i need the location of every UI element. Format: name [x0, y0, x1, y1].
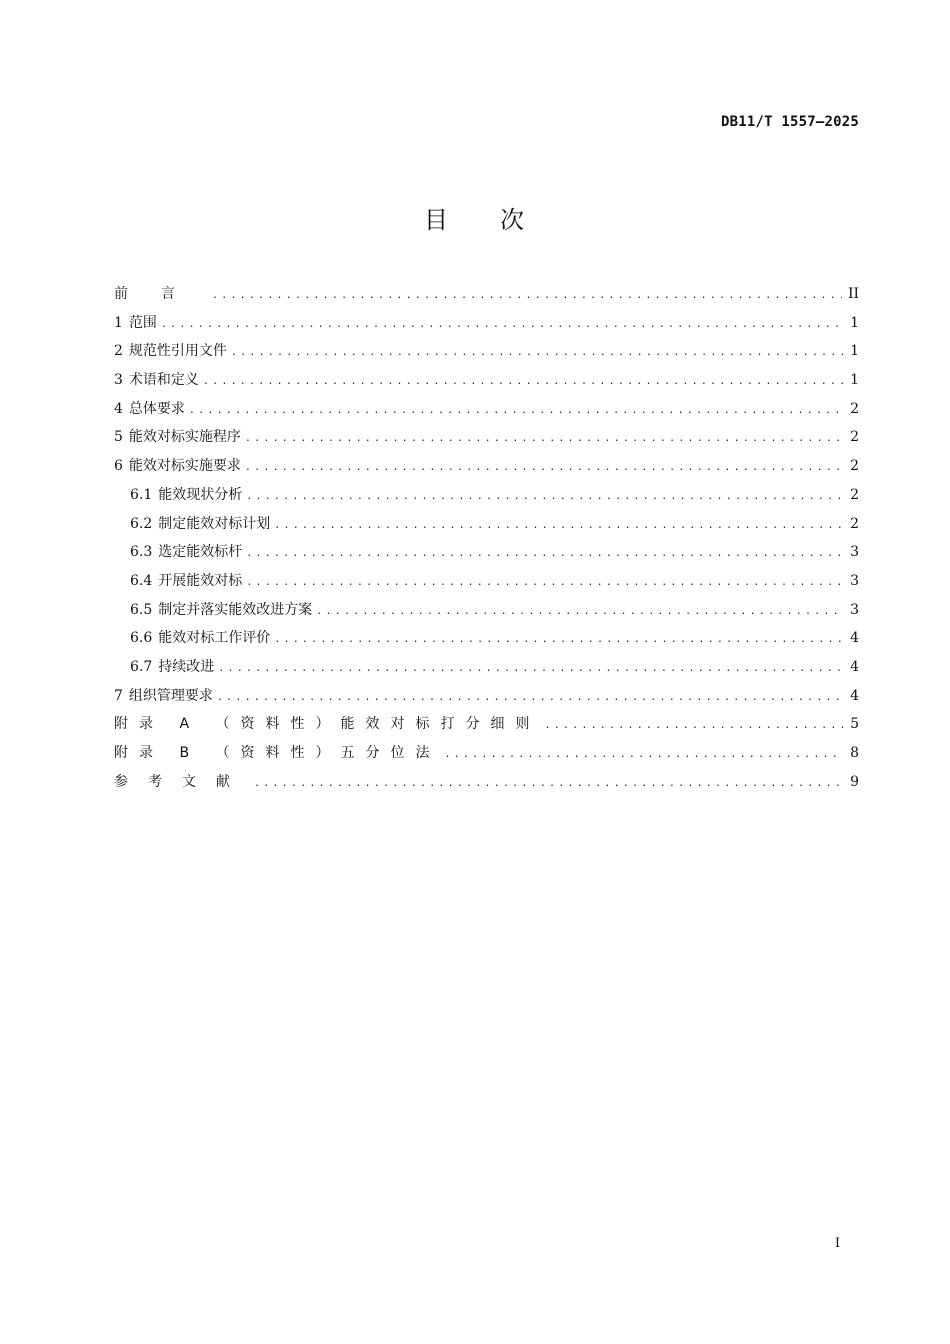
- toc-entry-label: 制定并落实能效改进方案: [158, 601, 313, 618]
- toc-entry-page: 4: [850, 630, 859, 647]
- toc-entry-number: 6.2: [130, 515, 153, 532]
- toc-entry-page: 8: [850, 745, 859, 761]
- toc-entry-page: 3: [850, 572, 859, 589]
- toc-entry-general-requirements[interactable]: [114, 395, 859, 424]
- toc-entry-label: 前言: [114, 286, 208, 302]
- toc-leader-dots: [274, 626, 843, 655]
- toc-entry-number: 1: [114, 314, 123, 331]
- toc-leader-dots: [246, 569, 843, 598]
- toc-leader-dots: [245, 425, 843, 454]
- toc-entry-page: 1: [850, 372, 859, 389]
- toc-leader-dots: [231, 339, 843, 368]
- toc-entry-page: 2: [850, 458, 859, 475]
- toc-entry-number: 6.1: [130, 486, 153, 503]
- toc-leader-dots: [274, 512, 843, 541]
- toc-entry-page: 2: [850, 486, 859, 503]
- toc-entry-6-4[interactable]: [114, 567, 859, 596]
- toc-entry-label: 能效对标实施程序: [128, 429, 241, 446]
- toc-entry-bibliography[interactable]: [114, 768, 859, 797]
- toc-entry-label: 范围: [128, 314, 157, 331]
- toc-entry-page: 1: [850, 343, 859, 360]
- toc-leader-dots: [218, 655, 843, 684]
- document-code: DB11/T 1557—2025: [720, 114, 859, 130]
- toc-entry-normative-references[interactable]: [114, 337, 859, 366]
- toc-leader-dots: [245, 454, 843, 483]
- toc-entry-label: 总体要求: [128, 400, 185, 417]
- toc-title-part1: 目: [424, 206, 450, 234]
- toc-entry-label: 能效现状分析: [158, 486, 243, 503]
- toc-entry-organization-management[interactable]: [114, 682, 859, 711]
- toc-leader-dots: [254, 770, 843, 799]
- toc-entry-label: 规范性引用文件: [128, 343, 227, 360]
- page-number: I: [834, 1236, 840, 1251]
- toc-entry-number: 3: [114, 372, 123, 389]
- toc-entry-page: 4: [850, 687, 859, 704]
- toc-entry-page: 9: [850, 773, 859, 790]
- toc-entry-page: II: [847, 286, 859, 302]
- toc-leader-dots: [161, 311, 843, 340]
- toc-entry-label: 附录 A （资料性）能效对标打分细则: [114, 716, 541, 733]
- toc-entry-page: 5: [850, 716, 859, 733]
- toc-entry-number: 2: [114, 343, 123, 360]
- toc-entry-number: 6.3: [130, 544, 153, 561]
- toc-entry-number: 7: [114, 687, 123, 704]
- toc-entry-6-3[interactable]: [114, 538, 859, 567]
- toc-entry-page: 2: [850, 429, 859, 446]
- toc-entry-6-2[interactable]: [114, 510, 859, 539]
- toc-entry-implementation-requirements[interactable]: [114, 452, 859, 481]
- toc-entry-number: 5: [114, 429, 123, 446]
- toc-entry-label: 术语和定义: [128, 372, 199, 389]
- toc-entry-page: 2: [850, 400, 859, 417]
- toc-entry-appendix-b[interactable]: [114, 739, 859, 768]
- toc-entry-label: 参考文献: [114, 773, 250, 790]
- toc-leader-dots: [316, 598, 843, 627]
- toc-entry-number: 6.5: [130, 601, 153, 618]
- toc-entry-appendix-a[interactable]: [114, 710, 859, 739]
- toc-entry-page: 1: [850, 314, 859, 331]
- toc-entry-6-5[interactable]: [114, 596, 859, 625]
- toc-entry-page: 2: [850, 515, 859, 532]
- toc-leader-dots: [212, 282, 842, 311]
- toc-entry-terms[interactable]: [114, 366, 859, 395]
- toc-entry-number: 6: [114, 458, 123, 475]
- toc-entry-number: 6.4: [130, 572, 153, 589]
- toc-title-part2: 次: [500, 206, 526, 234]
- toc-entry-number: 4: [114, 400, 123, 417]
- toc-entry-label: 能效对标工作评价: [158, 630, 271, 647]
- toc-leader-dots: [246, 483, 843, 512]
- toc-entry-label: 制定能效对标计划: [158, 515, 271, 532]
- toc-title: [0, 200, 950, 235]
- toc-entry-page: 3: [850, 544, 859, 561]
- toc-entry-foreword[interactable]: [114, 280, 859, 309]
- toc-leader-dots: [445, 741, 843, 770]
- toc-entry-6-1[interactable]: [114, 481, 859, 510]
- toc-leader-dots: [544, 712, 843, 741]
- toc-entry-6-6[interactable]: [114, 624, 859, 653]
- toc-entry-label: 附录 B （资料性）五分位法: [114, 745, 441, 761]
- toc-entry-label: 选定能效标杆: [158, 544, 243, 561]
- toc-leader-dots: [246, 540, 843, 569]
- toc-entry-number: 6.6: [130, 630, 153, 647]
- toc-list: [114, 280, 859, 796]
- toc-entry-label: 能效对标实施要求: [128, 458, 241, 475]
- toc-entry-page: 3: [850, 601, 859, 618]
- toc-leader-dots: [189, 397, 843, 426]
- toc-entry-label: 开展能效对标: [158, 572, 243, 589]
- toc-entry-page: 4: [850, 658, 859, 675]
- toc-entry-number: 6.7: [130, 658, 153, 675]
- toc-entry-6-7[interactable]: [114, 653, 859, 682]
- toc-entry-label: 持续改进: [158, 658, 215, 675]
- toc-entry-scope[interactable]: [114, 309, 859, 338]
- toc-leader-dots: [203, 368, 843, 397]
- toc-entry-label: 组织管理要求: [128, 687, 213, 704]
- toc-leader-dots: [217, 684, 843, 713]
- toc-entry-procedure[interactable]: [114, 423, 859, 452]
